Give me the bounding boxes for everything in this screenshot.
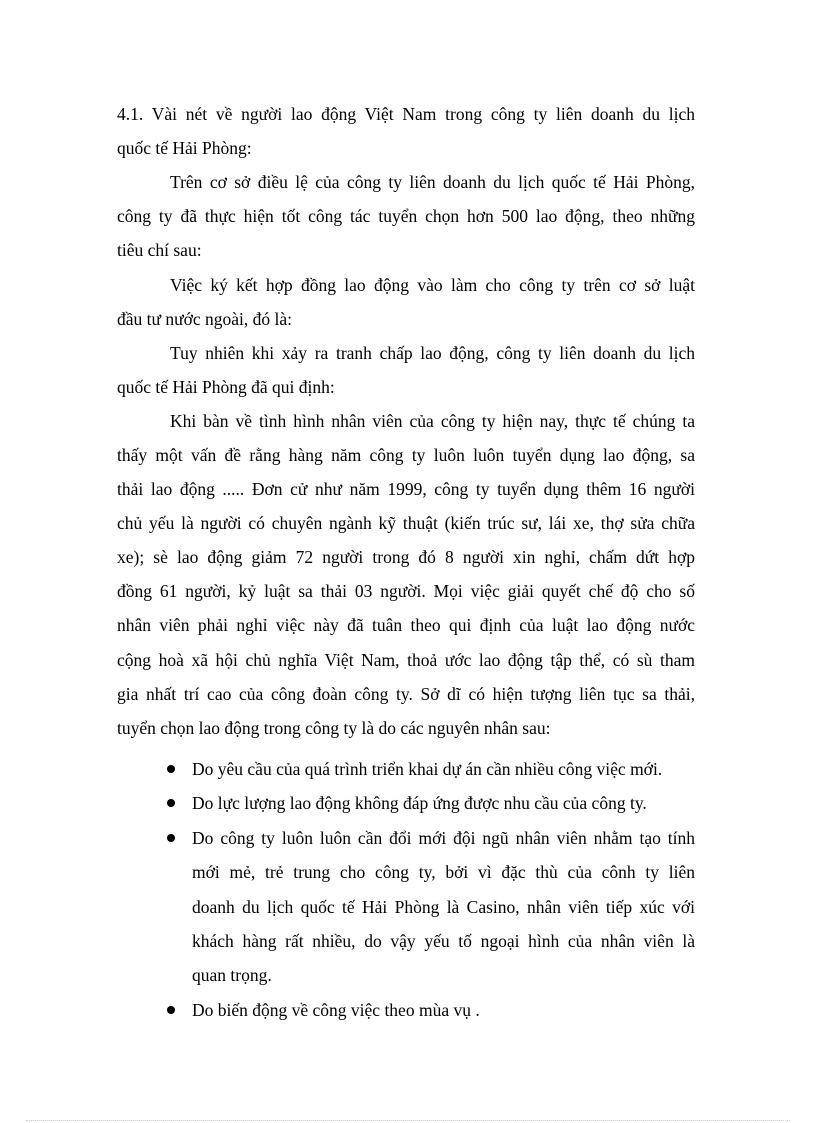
paragraph-1-line-3: tiêu chí sau: [117,240,202,260]
paragraph-1-line-1: Trên cơ sở điều lệ của công ty liên doanh du lịch quốc tế Hải Phòng, [170,172,695,192]
paragraph-2-line-1: Việc ký kết hợp đồng lao động vào làm cho công ty trên cơ sở luật [170,275,695,295]
paragraph-3-line-1: Tuy nhiên khi xảy ra tranh chấp lao động, công ty liên doanh du lịch [170,343,695,363]
paragraph-4-line-4: chủ yếu là người có chuyên ngành kỹ thuật (kiến trúc sư, lái xe, thợ sửa chữa [117,513,695,533]
paragraph-4-line-3: thải lao động ..... Đơn cử như năm 1999, công ty tuyển dụng thêm 16 người [117,479,695,499]
heading-line-2: quốc tế Hải Phòng: [117,138,252,158]
paragraph-4-line-6: đồng 61 người, kỷ luật sa thải 03 người. Mọi việc giải quyết chế độ cho số [117,581,695,601]
paragraph-1-line-2: công ty đã thực hiện tốt công tác tuyển chọn hơn 500 lao động, theo những [117,206,695,226]
paragraph-3-line-2: quốc tế Hải Phòng đã qui định: [117,377,335,397]
bullet-3-line-2: mới mẻ, trẻ trung cho công ty, bởi vì đặc thù của cônh ty liên [192,862,695,882]
bullet-3-line-3: doanh du lịch quốc tế Hải Phòng là Casino, nhân viên tiếp xúc với [192,897,695,917]
paragraph-4-line-5: xe); sè lao động giảm 72 người trong đó 8 người xin nghỉ, chấm dứt hợp [117,547,695,567]
bullet-3-line-5: quan trọng. [192,965,272,985]
page-bottom-rule [26,1120,790,1121]
bullet-1-line-1: Do yêu cầu của quá trình triển khai dự án cần nhiều công việc mới. [192,759,663,779]
paragraph-4-line-1: Khi bàn về tình hình nhân viên của công ty hiện nay, thực tế chúng ta [170,411,695,431]
bullet-3-line-1: Do công ty luôn luôn cần đổi mới đội ngũ nhân viên nhằm tạo tính [192,828,695,848]
paragraph-4-line-10: tuyển chọn lao động trong công ty là do các nguyên nhân sau: [117,718,551,738]
heading-line-1: 4.1. Vài nét về người lao động Việt Nam trong công ty liên doanh du lịch [117,104,695,124]
paragraph-4-line-2: thấy một vấn đề rằng hàng năm công ty luôn luôn tuyển dụng lao động, sa [117,445,695,465]
paragraph-4-line-7: nhân viên phải nghỉ việc này đã tuân theo qui định của luật lao động nước [117,615,695,635]
bullet-dot-icon [167,1006,175,1014]
bullet-4-line-1: Do biến động về công việc theo mùa vụ . [192,1000,480,1020]
bullet-dot-icon [167,799,175,807]
paragraph-2-line-2: đầu tư nước ngoài, đó là: [117,309,292,329]
bullet-2-line-1: Do lực lượng lao động không đáp ứng được nhu cầu của công ty. [192,793,647,813]
paragraph-4-line-8: cộng hoà xã hội chủ nghĩa Việt Nam, thoả ước lao động tập thể, có sù tham [117,650,695,670]
paragraph-4-line-9: gia nhất trí cao của công đoàn công ty. Sở dĩ có hiện tượng liên tục sa thải, [117,684,695,704]
bullet-dot-icon [167,765,175,773]
bullet-3-line-4: khách hàng rất nhiều, do vậy yếu tố ngoại hình của nhân viên là [192,931,695,951]
bullet-dot-icon [167,834,175,842]
